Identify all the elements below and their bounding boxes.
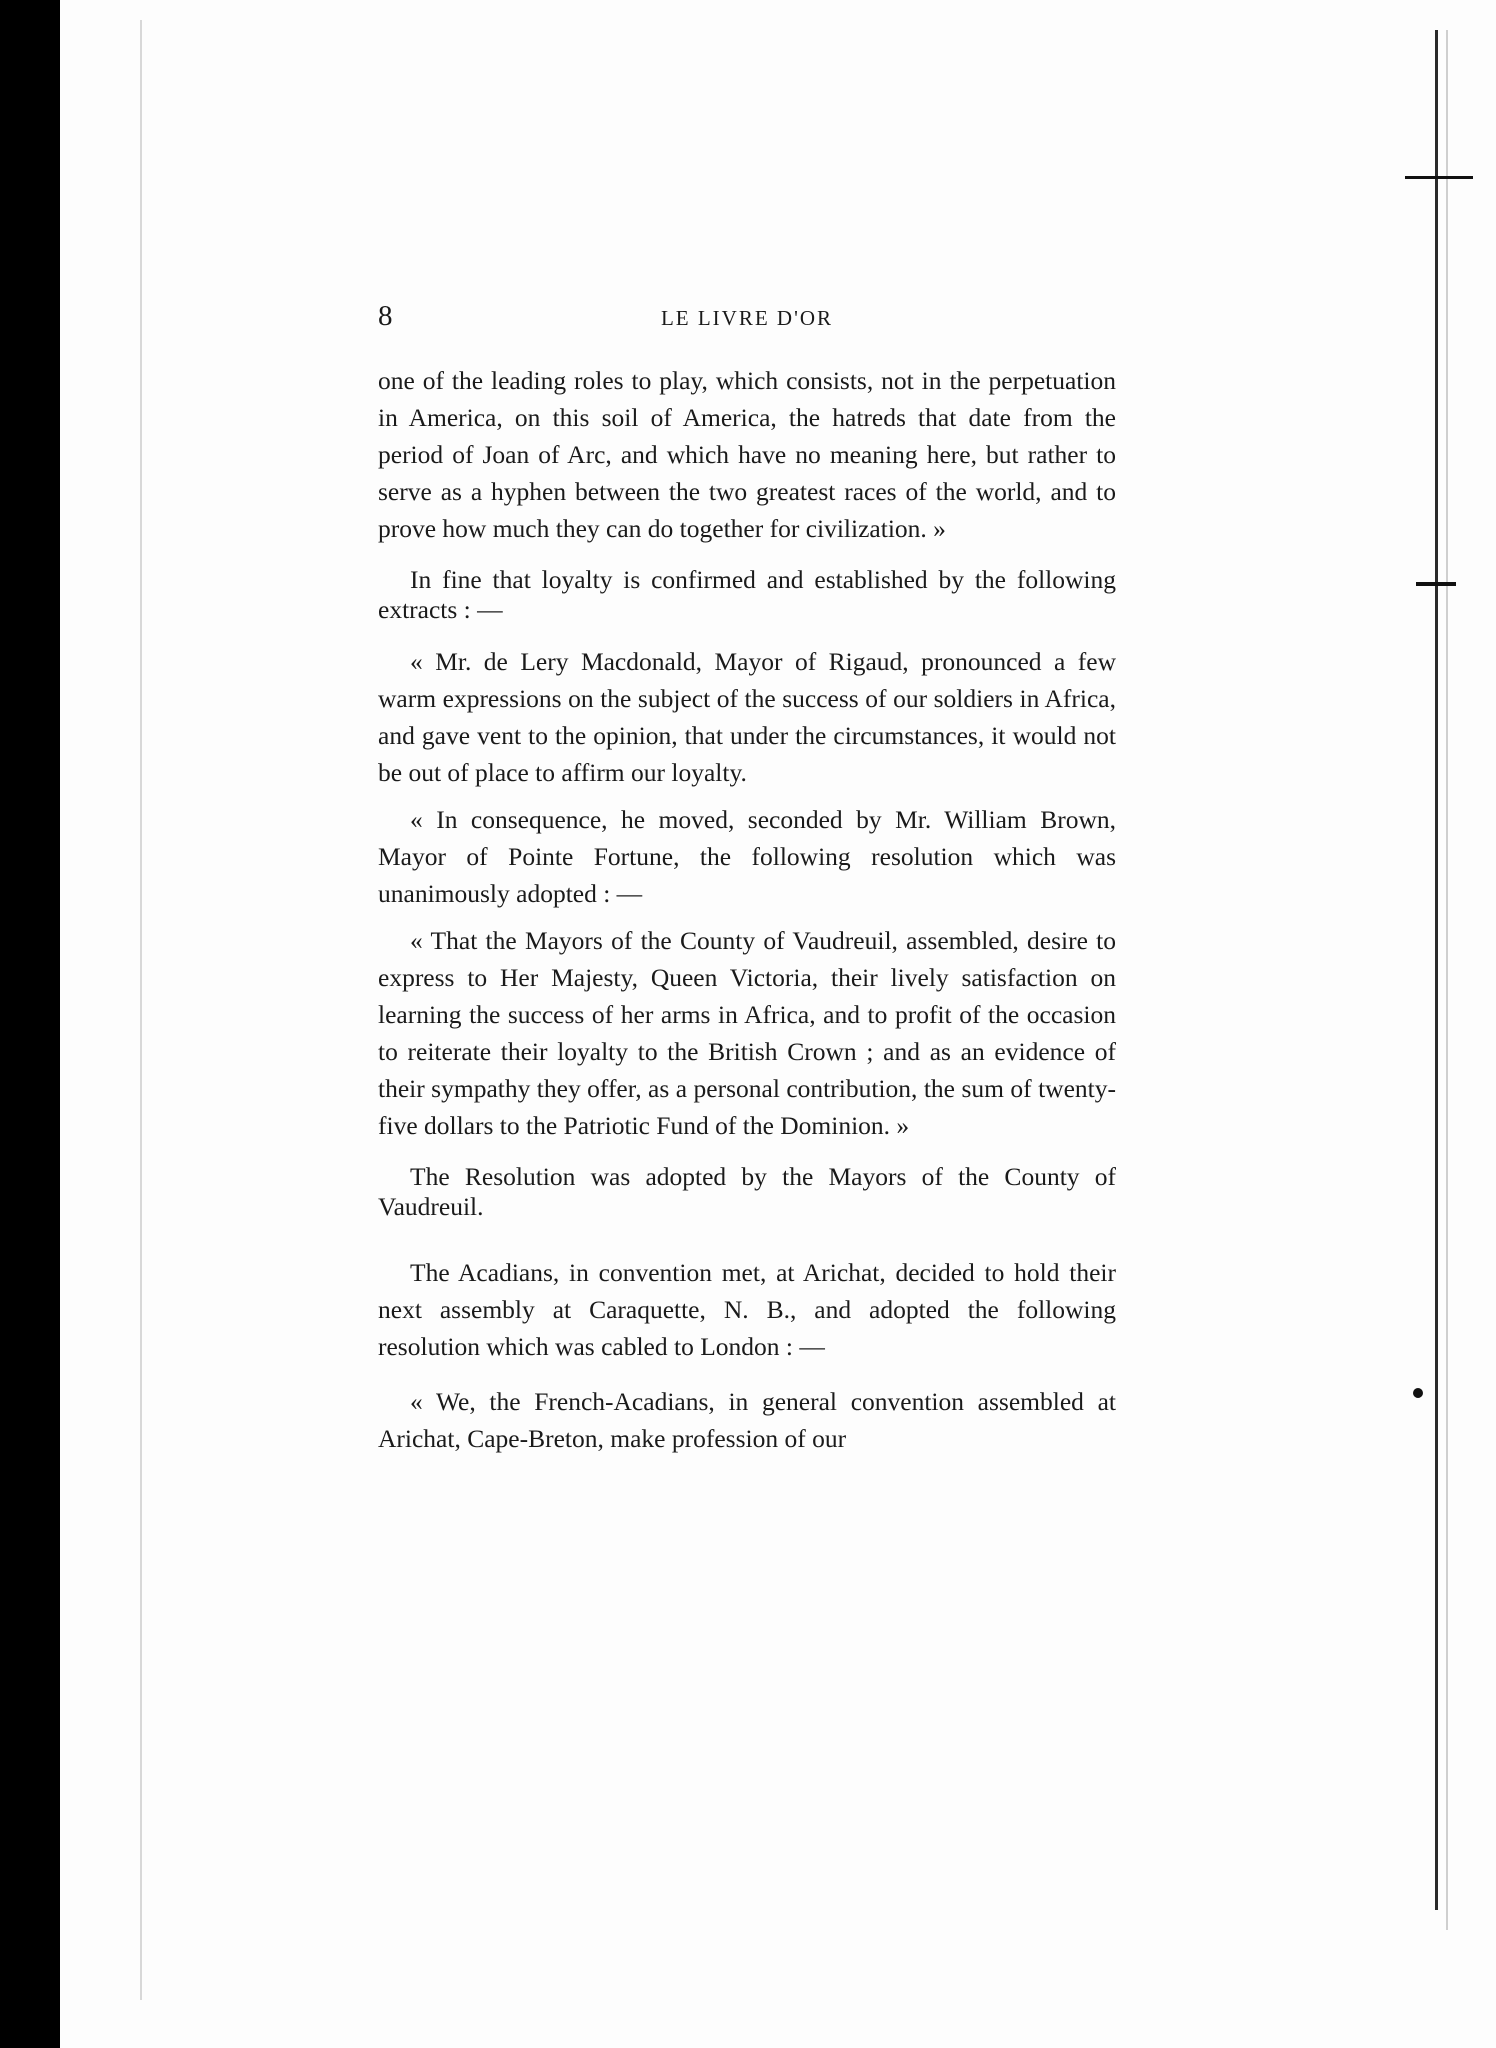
running-title: LE LIVRE D'OR [660,306,834,330]
paragraph: The Acadians, in convention met, at Arichat, decided to hold their next assembly at Caraquette, N. B., and adopted the following resolution which was cabled to London : — [378,1258,1116,1361]
paragraph: « That the Mayors of the County of Vaudreuil, assembled, desire to express to Her Majesty, Queen Victoria, their lively satisfaction on learning the success of her arms in Africa, and to profit of the occasion to reiterate their loyalty to the British Crown ; and as an evidence of their sympathy they offer, as a personal contribution, the sum of twenty-five dollars to the Patriotic Fund of the Dominion. » [378,926,1116,1140]
paragraph: In fine that loyalty is confirmed and established by the following extracts : — [378,565,1116,624]
scan-mark [1405,176,1473,179]
paragraph: « Mr. de Lery Macdonald, Mayor of Rigaud, pronounced a few warm expressions on the subject of the success of our soldiers in Africa, and gave vent to the opinion, that under the circumstances, it would not be out of place to affirm our loyalty. [378,647,1116,787]
paragraph: « We, the French-Acadians, in general convention assembled at Arichat, Cape-Breton, make profession of our [378,1387,1116,1453]
scan-mark [1413,1388,1423,1398]
book-page [378,300,1116,1457]
paragraph: The Resolution was adopted by the Mayors of the County of Vaudreuil. [378,1162,1116,1221]
sheet-edge [140,20,142,2000]
paragraph: « In consequence, he moved, seconded by Mr. William Brown, Mayor of Pointe Fortune, the following resolution which was unanimously adopted : — [378,805,1116,908]
running-head [378,300,1116,340]
paragraph: one of the leading roles to play, which consists, not in the perpetuation in America, on this soil of America, the hatreds that date from the period of Joan of Arc, and which have no meaning here, but rather to serve as a hyphen between the two greatest races of the world, and to prove how much they can do together for civilization. » [378,366,1116,543]
page-number: 8 [378,300,393,332]
fold-shadow [1446,30,1448,1930]
fold-line [1435,30,1438,1910]
scan-mark [1416,582,1456,586]
